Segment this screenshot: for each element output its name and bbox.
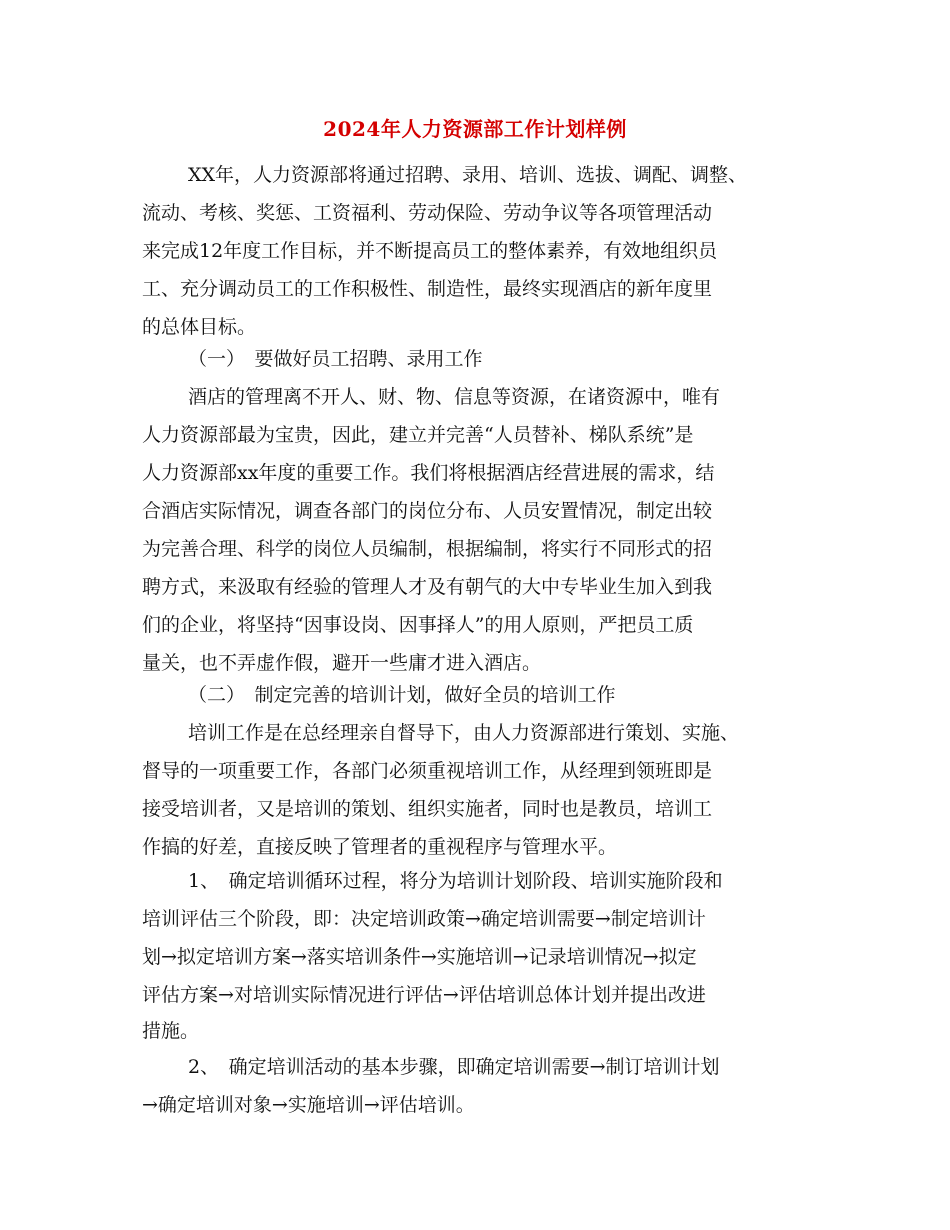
numbered-item: 2、 确定培训活动的基本步骤，即确定培训需要→制订培训计划	[188, 1056, 720, 1078]
body-line: 接受培训者，又是培训的策划、组织实施者，同时也是教员，培训工	[142, 798, 713, 820]
body-line: 评估方案→对培训实际情况进行评估→评估培训总体计划并提出改进	[142, 984, 706, 1006]
body-line: →确定培训对象→实施培训→评估培训。	[142, 1094, 475, 1116]
body-line: 的总体目标。	[142, 316, 257, 338]
body-line: 培训工作是在总经理亲自督导下，由人力资源部进行策划、实施、	[188, 722, 740, 744]
body-line: 培训评估三个阶段，即：决定培训政策→确定培训需要→制定培训计	[142, 908, 706, 930]
body-line: XX年，人力资源部将通过招聘、录用、培训、选拔、调配、调整、	[188, 164, 748, 186]
body-line: 来完成12年度工作目标，并不断提高员工的整体素养，有效地组织员	[142, 240, 718, 262]
body-line: 聘方式，来汲取有经验的管理人才及有朝气的大中专毕业生加入到我	[142, 576, 713, 598]
body-line: 督导的一项重要工作，各部门必须重视培训工作，从经理到领班即是	[142, 760, 713, 782]
document-title: 2024年人力资源部工作计划样例	[323, 117, 627, 141]
section-heading: （二） 制定完善的培训计划，做好全员的培训工作	[188, 684, 616, 706]
body-line: 酒店的管理离不开人、财、物、信息等资源，在诸资源中，唯有	[188, 386, 721, 408]
body-line: 作搞的好差，直接反映了管理者的重视程序与管理水平。	[142, 836, 618, 858]
body-line: 人力资源部最为宝贵，因此，建立并完善“人员替补、梯队系统”是	[142, 424, 694, 446]
body-line: 划→拟定培训方案→落实培训条件→实施培训→记录培训情况→拟定	[142, 946, 697, 968]
body-line: 工、充分调动员工的工作积极性、制造性，最终实现酒店的新年度里	[142, 278, 713, 300]
body-line: 合酒店实际情况，调查各部门的岗位分布、人员安置情况，制定出较	[142, 500, 713, 522]
body-line: 们的企业，将坚持“因事设岗、因事择人”的用人原则，严把员工质	[142, 614, 694, 636]
body-line: 为完善合理、科学的岗位人员编制，根据编制，将实行不同形式的招	[142, 538, 713, 560]
section-heading: （一） 要做好员工招聘、录用工作	[188, 348, 483, 370]
numbered-item: 1、 确定培训循环过程，将分为培训计划阶段、培训实施阶段和	[188, 870, 723, 892]
body-line: 量关，也不弄虚作假，避开一些庸才进入酒店。	[142, 652, 542, 674]
body-line: 措施。	[142, 1020, 200, 1042]
body-line: 人力资源部xx年度的重要工作。我们将根据酒店经营进展的需求，结	[142, 462, 715, 484]
body-line: 流动、考核、奖惩、工资福利、劳动保险、劳动争议等各项管理活动	[142, 202, 713, 224]
